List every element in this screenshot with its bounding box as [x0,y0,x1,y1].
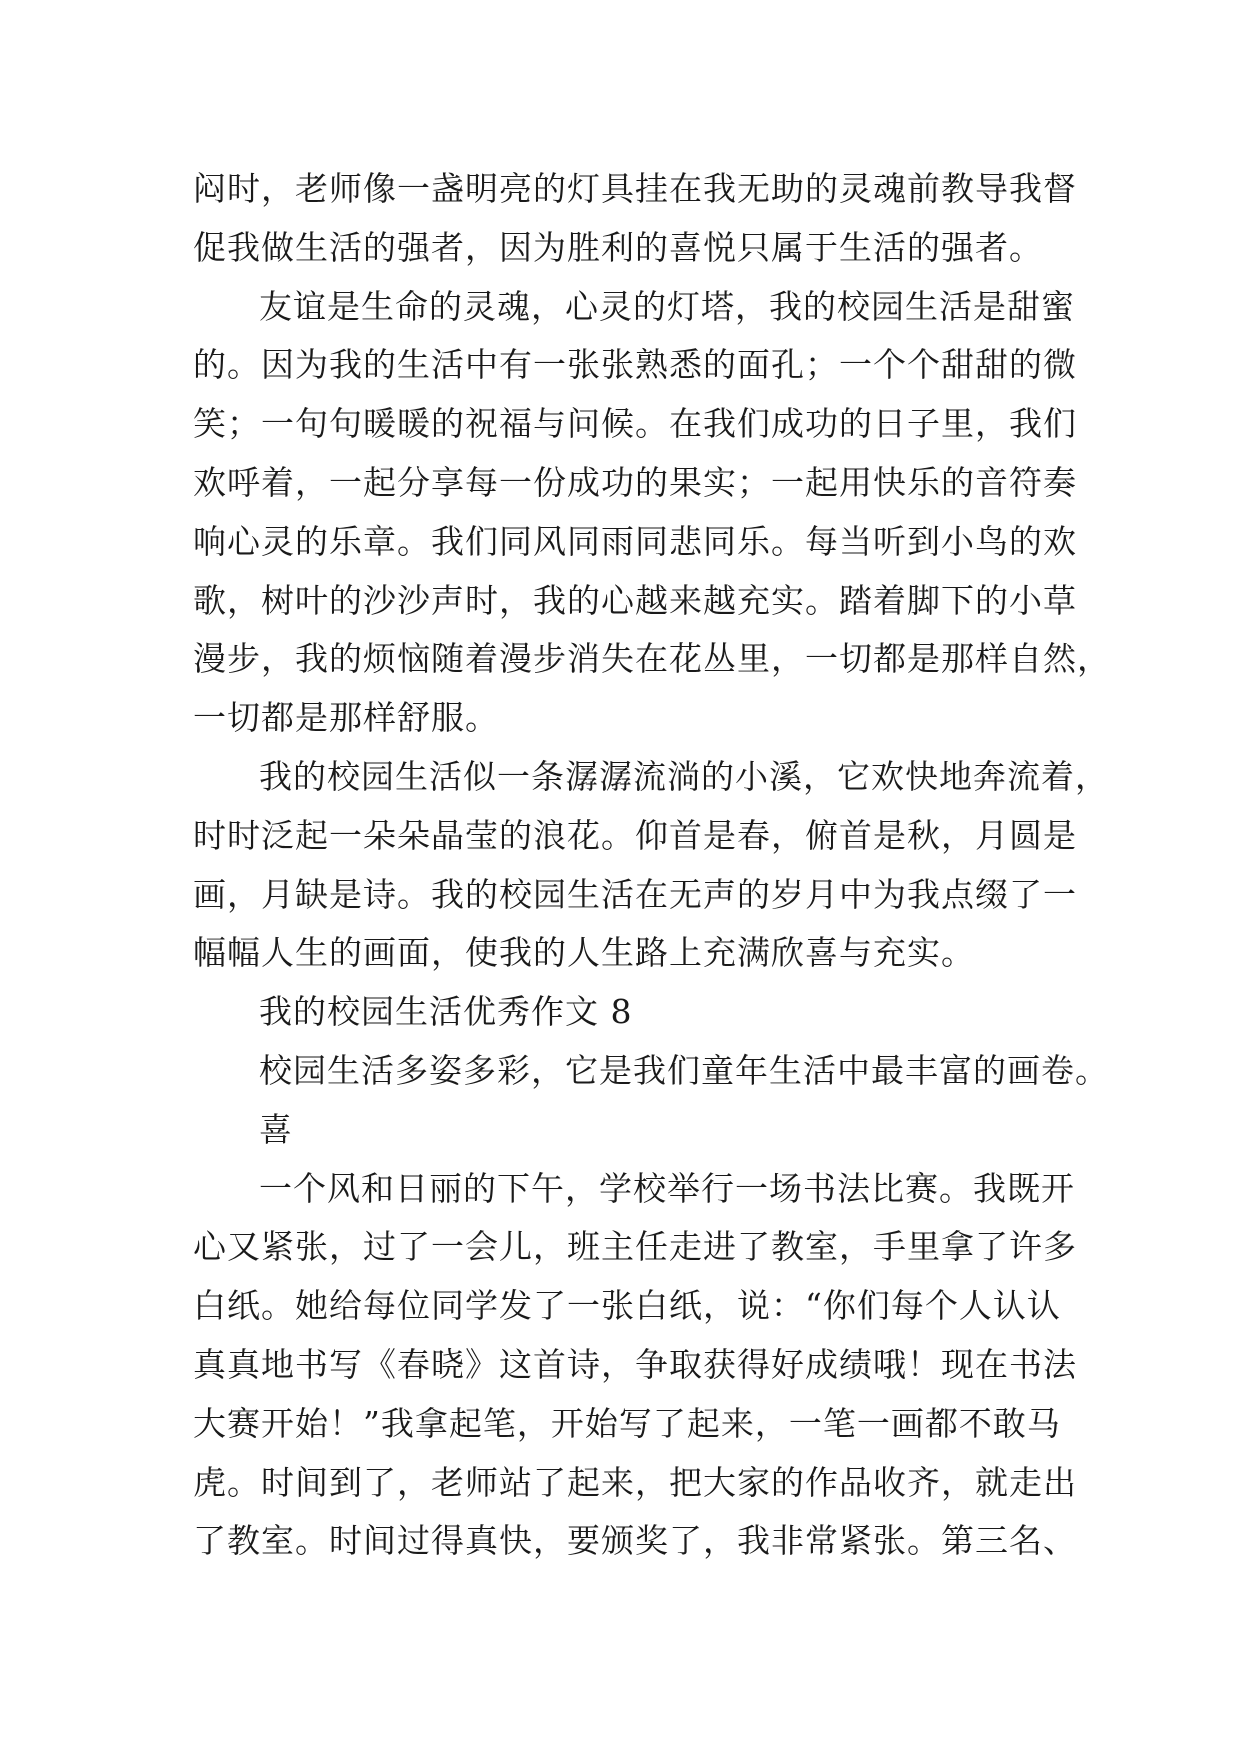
text-line: 虎。时间到了，老师站了起来，把大家的作品收齐，就走出 [193,1462,1077,1502]
text-line: 促我做生活的强者，因为胜利的喜悦只属于生活的强者。 [193,227,1043,267]
text-line: 一个风和日丽的下午，学校举行一场书法比赛。我既开 [259,1168,1075,1208]
text-line: 的。因为我的生活中有一张张熟悉的面孔；一个个甜甜的微 [193,345,1077,385]
text-line: 我的校园生活优秀作文 8 [259,992,633,1032]
document-body [193,160,1111,1571]
text-line: 友谊是生命的灵魂，心灵的灯塔，我的校园生活是甜蜜 [259,286,1075,326]
text-line: 响心灵的乐章。我们同风同雨同悲同乐。每当听到小鸟的欢 [193,521,1077,561]
text-line: 了教室。时间过得真快，要颁奖了，我非常紧张。第三名、 [193,1521,1077,1561]
text-line: 一切都是那样舒服。 [193,698,499,738]
text-line: 白纸。她给每位同学发了一张白纸，说：“你们每个人认认 [193,1286,1061,1326]
text-line: 真真地书写《春晓》这首诗，争取获得好成绩哦！现在书法 [193,1344,1077,1384]
text-line: 喜 [259,1109,293,1149]
text-line: 漫步，我的烦恼随着漫步消失在花丛里，一切都是那样自然， [193,639,1111,679]
text-line: 笑；一句句暖暖的祝福与问候。在我们成功的日子里，我们 [193,404,1077,444]
text-line: 幅幅人生的画面，使我的人生路上充满欣喜与充实。 [193,933,975,973]
text-line: 时时泛起一朵朵晶莹的浪花。仰首是春，俯首是秋，月圆是 [193,815,1077,855]
text-line: 校园生活多姿多彩，它是我们童年生活中最丰富的画卷。 [259,1050,1109,1090]
text-line: 闷时，老师像一盏明亮的灯具挂在我无助的灵魂前教导我督 [193,169,1077,208]
text-line: 画，月缺是诗。我的校园生活在无声的岁月中为我点缀了一 [193,874,1077,914]
text-line: 我的校园生活似一条潺潺流淌的小溪，它欢快地奔流着， [259,756,1109,796]
text-line: 欢呼着，一起分享每一份成功的果实；一起用快乐的音符奏 [193,462,1077,502]
text-line: 大赛开始！”我拿起笔，开始写了起来，一笔一画都不敢马 [193,1403,1061,1443]
text-line: 心又紧张，过了一会儿，班主任走进了教室，手里拿了许多 [193,1227,1077,1267]
text-line: 歌，树叶的沙沙声时，我的心越来越充实。踏着脚下的小草 [193,580,1077,620]
